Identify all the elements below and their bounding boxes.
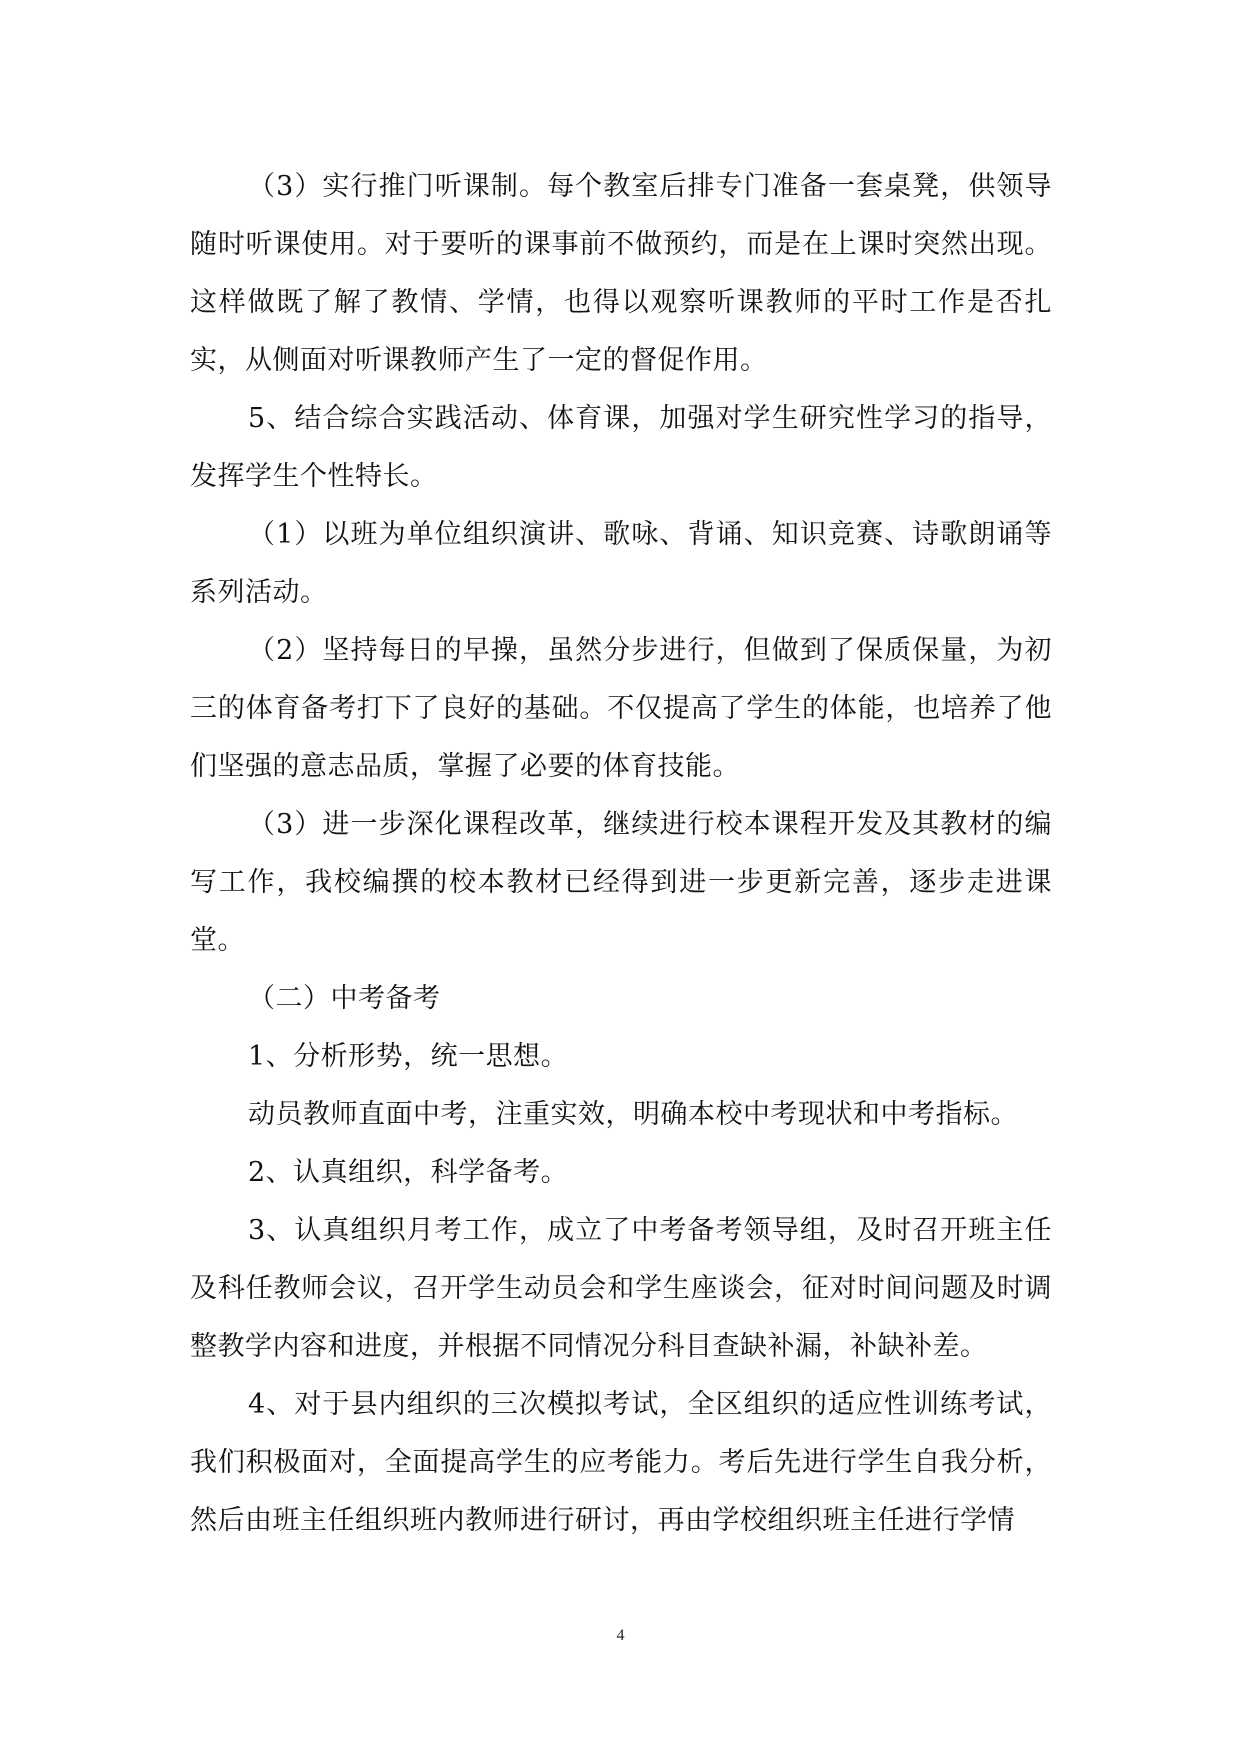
paragraph-item-3: 3、认真组织月考工作，成立了中考备考领导组，及时召开班主任及科任教师会议，召开学生动员会和学生座谈会，征对时间问题及时调整教学内容和进度，并根据不同情况分科目查缺补漏，补缺补差。 — [190, 1215, 1052, 1362]
paragraph-mobilize-teachers: 动员教师直面中考，注重实效，明确本校中考现状和中考指标。 — [248, 1099, 1018, 1130]
body-text — [190, 158, 1052, 1550]
paragraph-item-1: 1、分析形势，统一思想。 — [248, 1041, 569, 1072]
page-number: 4 — [616, 1627, 625, 1644]
paragraph-item-4: 4、对于县内组织的三次模拟考试，全区组织的适应性训练考试，我们积极面对，全面提高学生的应考能力。考后先进行学生自我分析，然后由班主任组织班内教师进行研讨，再由学校组织班主任进行学情 — [190, 1389, 1052, 1536]
paragraph-open-class-observation: （3）实行推门听课制。每个教室后排专门准备一套桌凳，供领导随时听课使用。对于要听的课事前不做预约，而是在上课时突然出现。这样做既了解了教情、学情，也得以观察听课教师的平时工作是否扎实，从侧面对听课教师产生了一定的督促作用。 — [190, 171, 1052, 376]
paragraph-item-5: 5、结合综合实践活动、体育课，加强对学生研究性学习的指导，发挥学生个性特长。 — [190, 403, 1052, 492]
paragraph-sub-3: （3）进一步深化课程改革，继续进行校本课程开发及其教材的编写工作，我校编撰的校本教材已经得到进一步更新完善，逐步走进课堂。 — [190, 809, 1052, 956]
section-heading-exam-prep: （二）中考备考 — [248, 983, 441, 1014]
paragraph-sub-1: （1）以班为单位组织演讲、歌咏、背诵、知识竞赛、诗歌朗诵等系列活动。 — [190, 519, 1052, 608]
paragraph-sub-2: （2）坚持每日的早操，虽然分步进行，但做到了保质保量，为初三的体育备考打下了良好的基础。不仅提高了学生的体能，也培养了他们坚强的意志品质，掌握了必要的体育技能。 — [190, 635, 1052, 782]
paragraph-item-2: 2、认真组织，科学备考。 — [248, 1157, 569, 1188]
